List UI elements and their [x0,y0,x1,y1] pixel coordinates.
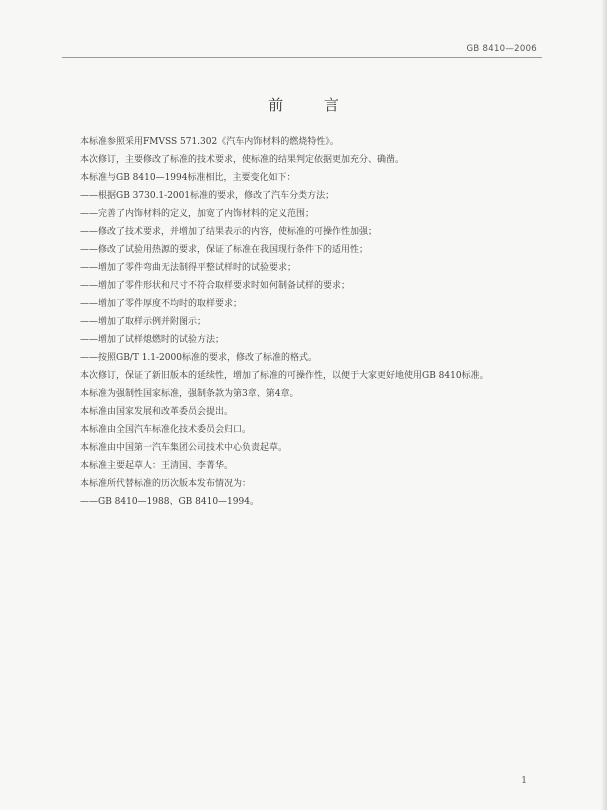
paragraph-history-versions: ——GB 8410—1988、GB 8410—1994。 [80,497,259,507]
scan-edge [601,0,607,810]
change-item: ——增加了零件厚度不均时的取样要求； [80,299,243,309]
change-item: ——根据GB 3730.1-2001标准的要求，修改了汽车分类方法； [80,191,335,201]
paragraph-continuity: 本次修订，保证了新旧版本的延续性，增加了标准的可操作性，以便于大家更好地使用GB 8410标准。 [80,371,489,381]
paragraph-mandatory: 本标准为强制性国家标准，强制条款为第3章、第4章。 [80,389,299,399]
change-item: ——增加了取样示例并附图示； [80,317,207,327]
foreword-body [66,133,554,511]
change-item: ——增加了试样熄燃时的试验方法； [80,335,225,345]
change-item: ——增加了零件弯曲无法制得平整试样时的试验要求； [80,263,297,273]
paragraph-changes-intro: 本标准与GB 8410—1994标准相比，主要变化如下： [80,173,296,183]
paragraph-proposer: 本标准由国家发展和改革委员会提出。 [80,407,234,417]
paragraph-history-intro: 本标准所代替标准的历次版本发布情况为： [80,479,252,489]
change-item: ——修改了技术要求，并增加了结果表示的内容，使标准的可操作性加强； [80,227,378,237]
paragraph-committee: 本标准由全国汽车标准化技术委员会归口。 [80,425,252,435]
change-item: ——按照GB/T 1.1-2000标准的要求，修改了标准的格式。 [80,353,317,363]
paragraph-drafters: 本标准主要起草人：王清国、李菁华。 [80,461,234,471]
paragraph-drafter-org: 本标准由中国第一汽车集团公司技术中心负责起草。 [80,443,288,453]
change-item: ——增加了零件形状和尺寸不符合取样要求时如何制备试样的要求； [80,281,351,291]
paragraph-revision-purpose: 本次修订，主要修改了标准的技术要求，使标准的结果判定依据更加充分、确凿。 [80,155,405,165]
header-rule [62,57,542,58]
change-item: ——完善了内饰材料的定义，加宽了内饰材料的定义范围； [80,209,315,219]
paragraph-reference: 本标准参照采用FMVSS 571.302《汽车内饰材料的燃烧特性》。 [80,137,339,147]
page-number: 1 [521,776,527,786]
standard-code: GB 8410—2006 [466,44,537,54]
page-title: 前 言 [268,96,357,114]
change-item: ——修改了试验用热源的要求，保证了标准在我国现行条件下的适用性； [80,245,369,255]
